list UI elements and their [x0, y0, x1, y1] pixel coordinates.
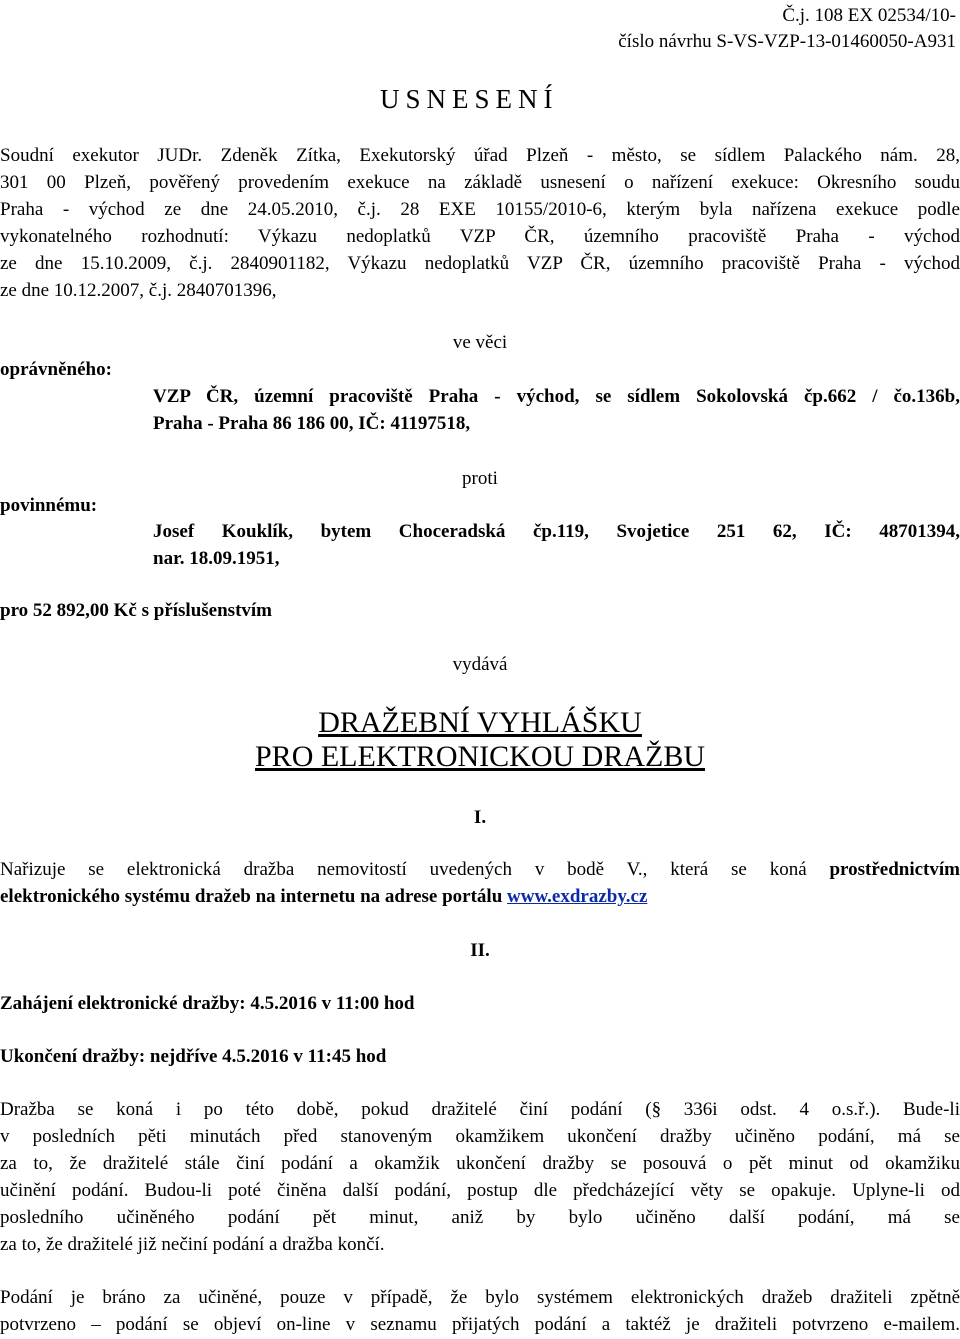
- intro-line-6: ze dne 10.12.2007, č.j. 2840701396,: [0, 280, 277, 301]
- para-2-line-2: potvrzeno – podání se objeví on-line v seznamu přijatých podání a taktéž je dražiteli potvrzeno e-mailem.: [0, 1314, 960, 1335]
- document-title-text-2: PRO ELEKTRONICKOU DRAŽBU: [255, 740, 705, 773]
- resolution-title: USNESENÍ: [380, 84, 559, 114]
- para-1-line-3: za to, že dražitelé stále činí podání a okamžik ukončení dražby se posouvá o pět minut od okamžiku: [0, 1153, 960, 1174]
- intro-line-1: Soudní exekutor JUDr. Zdeněk Zítka, Exekutorský úřad Plzeň - město, se sídlem Palackého nám. 28,: [0, 145, 960, 166]
- intro-line-2: 301 00 Plzeň, pověřený provedením exekuce na základě usnesení o nařízení exekuce: Okresního soudu: [0, 172, 960, 193]
- in-matter-label: ve věci: [452, 332, 508, 353]
- section-1-bold-a: prostřednictvím: [829, 859, 960, 880]
- creditor-line-1: VZP ČR, územní pracoviště Praha - východ, se sídlem Sokolovská čp.662 / čo.136b,: [153, 386, 960, 407]
- section-1-line-1: [0, 857, 960, 883]
- debtor-label: povinnému:: [0, 495, 98, 516]
- debtor-line-1: Josef Kouklík, bytem Choceradská čp.119, Svojetice 251 62, IČ: 48701394,: [153, 521, 960, 542]
- draft-number: číslo návrhu S-VS-VZP-13-01460050-A931: [618, 31, 956, 52]
- reference-number: Č.j. 108 EX 02534/10-: [782, 5, 956, 26]
- section-1-bold-b: elektronického systému dražeb na internetu na adrese portálu: [0, 886, 508, 907]
- claim-amount: pro 52 892,00 Kč s příslušenstvím: [0, 600, 273, 621]
- section-1-line-2: [0, 884, 960, 910]
- auction-start: Zahájení elektronické dražby: 4.5.2016 v 11:00 hod: [0, 993, 415, 1014]
- section-1-heading: I.: [473, 807, 487, 828]
- para-1-line-4: učinění podání. Budou-li poté činěna další podání, postup dle předcházející věty se opakuje. Uplyne-li od: [0, 1180, 960, 1201]
- section-1-text: Nařizuje se elektronická dražba nemovitostí uvedených v bodě V., která se koná: [0, 859, 830, 880]
- document-title-line-1: [0, 706, 960, 740]
- debtor-line-2: nar. 18.09.1951,: [153, 548, 280, 569]
- para-1-line-5: posledního učiněného podání pět minut, aniž by bylo učiněno další podání, má se: [0, 1207, 960, 1228]
- creditor-label: oprávněného:: [0, 359, 112, 380]
- document-title-text-1: DRAŽEBNÍ VYHLÁŠKU: [318, 706, 642, 739]
- exdrazby-link[interactable]: www.exdrazby.cz: [507, 886, 648, 907]
- against-label: proti: [462, 468, 498, 489]
- auction-end: Ukončení dražby: nejdříve 4.5.2016 v 11:45 hod: [0, 1046, 387, 1067]
- creditor-line-2: Praha - Praha 86 186 00, IČ: 41197518,: [153, 413, 471, 434]
- para-2-line-1: Podání je bráno za učiněné, pouze v případě, že bylo systémem elektronických dražeb dražiteli zpětně: [0, 1287, 960, 1308]
- document-title-line-2: [0, 740, 960, 774]
- issues-label: vydává: [452, 654, 508, 675]
- intro-line-5: ze dne 15.10.2009, č.j. 2840901182, Výkazu nedoplatků VZP ČR, územního pracoviště Praha - východ: [0, 253, 960, 274]
- para-1-line-1: Dražba se koná i po této době, pokud dražitelé činí podání (§ 336i odst. 4 o.s.ř.). Bude-li: [0, 1099, 960, 1120]
- intro-line-4: vykonatelného rozhodnutí: Výkazu nedoplatků VZP ČR, územního pracoviště Praha - východ: [0, 226, 960, 247]
- intro-line-3: Praha - východ ze dne 24.05.2010, č.j. 28 EXE 10155/2010-6, kterým byla nařízena exekuce podle: [0, 199, 960, 220]
- para-1-line-6: za to, že dražitelé již nečiní podání a dražba končí.: [0, 1234, 385, 1255]
- para-1-line-2: v posledních pěti minutách před stanoveným okamžikem ukončení dražby učiněno podání, má se: [0, 1126, 960, 1147]
- section-2-heading: II.: [470, 940, 490, 961]
